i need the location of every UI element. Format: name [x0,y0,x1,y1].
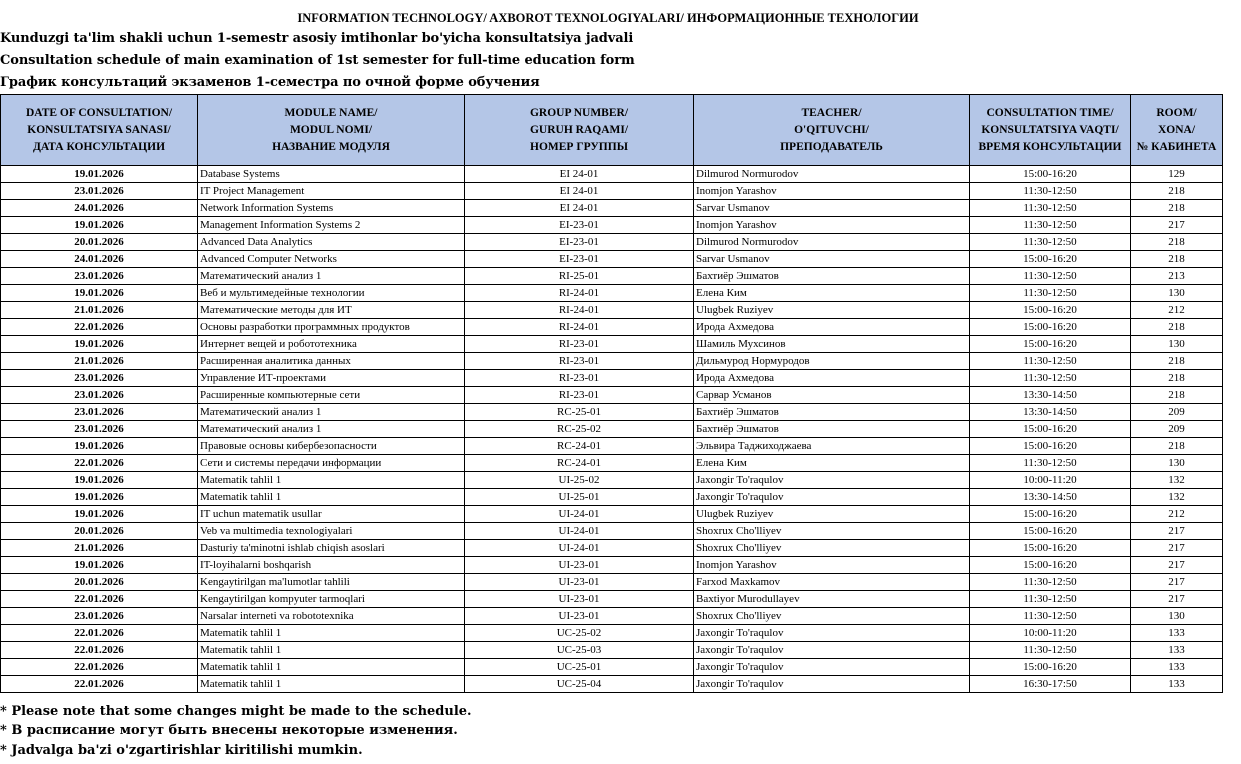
cell-teacher: Елена Ким [694,455,970,472]
table-row [1,625,1223,642]
cell-module: Veb va multimedia texnologiyalari [198,523,465,540]
header-line: CONSULTATION TIME/ [986,106,1114,119]
cell-time: 10:00-11:20 [970,625,1131,642]
cell-room: 133 [1131,676,1223,693]
cell-group: UC-25-04 [465,676,694,693]
cell-time: 13:30-14:50 [970,489,1131,506]
cell-time: 15:00-16:20 [970,506,1131,523]
cell-group: RI-23-01 [465,370,694,387]
cell-module: Правовые основы кибербезопасности [198,438,465,455]
table-row [1,217,1223,234]
cell-date: 21.01.2026 [1,353,198,370]
cell-group: EI-23-01 [465,251,694,268]
table-row [1,438,1223,455]
cell-date: 20.01.2026 [1,234,198,251]
header-line: ПРЕПОДАВАТЕЛЬ [780,140,883,153]
cell-module: Интернет вещей и робототехника [198,336,465,353]
cell-date: 22.01.2026 [1,659,198,676]
cell-room: 217 [1131,574,1223,591]
cell-group: UI-25-01 [465,489,694,506]
cell-date: 21.01.2026 [1,302,198,319]
table-row [1,608,1223,625]
cell-module: Расширенные компьютерные сети [198,387,465,404]
cell-time: 15:00-16:20 [970,302,1131,319]
cell-date: 23.01.2026 [1,404,198,421]
cell-group: UI-24-01 [465,506,694,523]
header-time [970,95,1131,166]
subtitle-uz: Kunduzgi ta'lim shakli uchun 1-semestr asosiy imtihonlar bo'yicha konsultatsiya jadvali [0,31,634,46]
table-row [1,523,1223,540]
cell-date: 23.01.2026 [1,608,198,625]
header-line: ROOM/ [1156,106,1197,119]
cell-group: UC-25-01 [465,659,694,676]
cell-group: UI-23-01 [465,608,694,625]
cell-module: Narsalar interneti va robototexnika [198,608,465,625]
cell-room: 218 [1131,183,1223,200]
table-row [1,370,1223,387]
consultation-schedule-table [0,94,1223,693]
header-line: DATE OF CONSULTATION/ [25,106,173,119]
table-row [1,472,1223,489]
cell-time: 15:00-16:20 [970,319,1131,336]
header-line: № КАБИНЕТА [1136,140,1217,153]
cell-date: 19.01.2026 [1,217,198,234]
cell-room: 130 [1131,285,1223,302]
cell-teacher: Dilmurod Normurodov [694,166,970,183]
table-row [1,489,1223,506]
cell-room: 132 [1131,489,1223,506]
cell-module: IT Project Management [198,183,465,200]
cell-teacher: Sarvar Usmanov [694,200,970,217]
cell-group: UI-24-01 [465,540,694,557]
cell-teacher: Бахтиёр Эшматов [694,404,970,421]
cell-group: RI-24-01 [465,319,694,336]
table-row [1,387,1223,404]
document-title: INFORMATION TECHNOLOGY/ AXBOROT TEXNOLOGIYALARI/ ИНФОРМАЦИОННЫЕ ТЕХНОЛОГИИ [297,11,919,25]
cell-group: RC-24-01 [465,455,694,472]
table-row [1,336,1223,353]
cell-room: 212 [1131,506,1223,523]
cell-date: 20.01.2026 [1,523,198,540]
table-row [1,268,1223,285]
cell-room: 130 [1131,455,1223,472]
subtitle-ru: График консультаций экзаменов 1-семестра по очной форме обучения [0,75,540,90]
cell-date: 19.01.2026 [1,472,198,489]
header-line: KONSULTATSIYA VAQTI/ [981,123,1119,136]
cell-room: 218 [1131,370,1223,387]
cell-date: 19.01.2026 [1,489,198,506]
header-group [465,95,694,166]
cell-date: 22.01.2026 [1,455,198,472]
cell-teacher: Ирода Ахмедова [694,370,970,387]
cell-module: Advanced Data Analytics [198,234,465,251]
cell-time: 13:30-14:50 [970,387,1131,404]
cell-teacher: Ulugbek Ruziyev [694,506,970,523]
cell-group: UI-23-01 [465,591,694,608]
table-row [1,421,1223,438]
cell-group: EI 24-01 [465,200,694,217]
cell-time: 11:30-12:50 [970,183,1131,200]
cell-date: 19.01.2026 [1,506,198,523]
header-line: KONSULTATSIYA SANASI/ [27,123,171,136]
cell-room: 132 [1131,472,1223,489]
cell-teacher: Бахтиёр Эшматов [694,421,970,438]
cell-room: 209 [1131,404,1223,421]
cell-module: Matematik tahlil 1 [198,642,465,659]
cell-teacher: Ирода Ахмедова [694,319,970,336]
cell-teacher: Эльвира Таджиходжаева [694,438,970,455]
cell-group: UI-23-01 [465,574,694,591]
cell-room: 133 [1131,642,1223,659]
table-row [1,574,1223,591]
table-row [1,353,1223,370]
header-line: MODULE NAME/ [284,106,378,119]
cell-module: Основы разработки программных продуктов [198,319,465,336]
cell-group: UC-25-02 [465,625,694,642]
cell-time: 15:00-16:20 [970,421,1131,438]
table-row [1,676,1223,693]
table-row [1,166,1223,183]
table-row [1,319,1223,336]
cell-date: 24.01.2026 [1,251,198,268]
cell-room: 130 [1131,608,1223,625]
cell-time: 15:00-16:20 [970,557,1131,574]
cell-date: 23.01.2026 [1,387,198,404]
table-row [1,557,1223,574]
header-date [1,95,198,166]
cell-time: 11:30-12:50 [970,608,1131,625]
header-line: ДАТА КОНСУЛЬТАЦИИ [32,140,166,153]
cell-time: 11:30-12:50 [970,234,1131,251]
cell-room: 217 [1131,217,1223,234]
cell-module: IT-loyihalarni boshqarish [198,557,465,574]
cell-module: Matematik tahlil 1 [198,676,465,693]
cell-time: 11:30-12:50 [970,285,1131,302]
header-line: O'QITUVCHI/ [794,123,869,136]
subtitle-en: Consultation schedule of main examination of 1st semester for full-time education form [0,53,635,68]
cell-time: 13:30-14:50 [970,404,1131,421]
cell-teacher: Inomjon Yarashov [694,557,970,574]
cell-module: Matematik tahlil 1 [198,489,465,506]
table-row [1,659,1223,676]
cell-group: RI-23-01 [465,353,694,370]
cell-group: EI 24-01 [465,183,694,200]
header-line: TEACHER/ [801,106,862,119]
cell-date: 24.01.2026 [1,200,198,217]
cell-module: Matematik tahlil 1 [198,625,465,642]
cell-room: 209 [1131,421,1223,438]
header-line: XONA/ [1157,123,1196,136]
cell-module: Математический анализ 1 [198,421,465,438]
cell-module: Kengaytirilgan kompyuter tarmoqlari [198,591,465,608]
cell-group: RI-25-01 [465,268,694,285]
cell-room: 217 [1131,540,1223,557]
cell-room: 133 [1131,659,1223,676]
header-teacher [694,95,970,166]
cell-room: 218 [1131,319,1223,336]
cell-group: EI-23-01 [465,217,694,234]
cell-time: 11:30-12:50 [970,455,1131,472]
cell-teacher: Inomjon Yarashov [694,183,970,200]
cell-group: RI-23-01 [465,336,694,353]
cell-time: 15:00-16:20 [970,336,1131,353]
cell-room: 218 [1131,234,1223,251]
cell-time: 11:30-12:50 [970,642,1131,659]
cell-room: 218 [1131,251,1223,268]
cell-time: 15:00-16:20 [970,438,1131,455]
cell-time: 15:00-16:20 [970,251,1131,268]
cell-group: UC-25-03 [465,642,694,659]
table-row [1,506,1223,523]
cell-date: 22.01.2026 [1,319,198,336]
header-line: MODUL NOMI/ [289,123,373,136]
cell-module: Kengaytirilgan ma'lumotlar tahlili [198,574,465,591]
table-row [1,302,1223,319]
cell-date: 19.01.2026 [1,438,198,455]
cell-module: Расширенная аналитика данных [198,353,465,370]
table-row [1,285,1223,302]
cell-teacher: Jaxongir To'raqulov [694,642,970,659]
cell-teacher: Shoxrux Cho'lliyev [694,608,970,625]
note-en: * Please note that some changes might be made to the schedule. [0,704,472,719]
cell-room: 213 [1131,268,1223,285]
cell-room: 218 [1131,387,1223,404]
cell-time: 15:00-16:20 [970,540,1131,557]
cell-time: 16:30-17:50 [970,676,1131,693]
cell-date: 22.01.2026 [1,591,198,608]
cell-teacher: Shoxrux Cho'lliyev [694,540,970,557]
cell-module: Database Systems [198,166,465,183]
cell-group: RI-23-01 [465,387,694,404]
cell-room: 217 [1131,523,1223,540]
cell-time: 11:30-12:50 [970,200,1131,217]
cell-module: Matematik tahlil 1 [198,472,465,489]
table-row [1,404,1223,421]
table-row [1,455,1223,472]
cell-group: EI 24-01 [465,166,694,183]
cell-teacher: Ulugbek Ruziyev [694,302,970,319]
table-row [1,642,1223,659]
cell-date: 21.01.2026 [1,540,198,557]
cell-room: 212 [1131,302,1223,319]
cell-date: 19.01.2026 [1,166,198,183]
cell-module: Dasturiy ta'minotni ishlab chiqish asoslari [198,540,465,557]
cell-teacher: Jaxongir To'raqulov [694,489,970,506]
cell-date: 23.01.2026 [1,268,198,285]
table-body [1,166,1223,693]
cell-time: 15:00-16:20 [970,659,1131,676]
cell-time: 11:30-12:50 [970,217,1131,234]
cell-time: 11:30-12:50 [970,268,1131,285]
cell-date: 22.01.2026 [1,676,198,693]
cell-room: 217 [1131,591,1223,608]
table-header-row [1,95,1223,166]
cell-module: Математический анализ 1 [198,268,465,285]
cell-room: 218 [1131,438,1223,455]
table-row [1,540,1223,557]
note-uz: * Jadvalga ba'zi o'zgartirishlar kiritilishi mumkin. [0,743,363,758]
cell-group: RC-25-02 [465,421,694,438]
cell-teacher: Dilmurod Normurodov [694,234,970,251]
cell-date: 20.01.2026 [1,574,198,591]
table-row [1,234,1223,251]
cell-group: RC-24-01 [465,438,694,455]
cell-module: Веб и мультимедейные технологии [198,285,465,302]
header-line: НАЗВАНИЕ МОДУЛЯ [272,140,390,153]
cell-time: 11:30-12:50 [970,353,1131,370]
header-room [1131,95,1223,166]
header-line: GROUP NUMBER/ [529,106,629,119]
table-row [1,200,1223,217]
cell-date: 19.01.2026 [1,557,198,574]
cell-group: UI-24-01 [465,523,694,540]
cell-date: 19.01.2026 [1,285,198,302]
cell-teacher: Jaxongir To'raqulov [694,676,970,693]
cell-teacher: Дильмурод Нормуродов [694,353,970,370]
cell-teacher: Jaxongir To'raqulov [694,659,970,676]
cell-group: RI-24-01 [465,302,694,319]
cell-teacher: Sarvar Usmanov [694,251,970,268]
cell-date: 23.01.2026 [1,370,198,387]
cell-time: 11:30-12:50 [970,574,1131,591]
cell-room: 217 [1131,557,1223,574]
cell-room: 218 [1131,353,1223,370]
cell-teacher: Елена Ким [694,285,970,302]
cell-group: UI-23-01 [465,557,694,574]
header-module [198,95,465,166]
cell-module: Управление ИТ-проектами [198,370,465,387]
cell-teacher: Бахтиёр Эшматов [694,268,970,285]
cell-group: UI-25-02 [465,472,694,489]
cell-module: Математический анализ 1 [198,404,465,421]
cell-time: 11:30-12:50 [970,370,1131,387]
cell-time: 11:30-12:50 [970,591,1131,608]
cell-teacher: Шамиль Мухсинов [694,336,970,353]
cell-time: 15:00-16:20 [970,166,1131,183]
cell-time: 15:00-16:20 [970,523,1131,540]
cell-module: IT uchun matematik usullar [198,506,465,523]
cell-room: 129 [1131,166,1223,183]
cell-date: 23.01.2026 [1,421,198,438]
cell-group: RC-25-01 [465,404,694,421]
cell-group: EI-23-01 [465,234,694,251]
cell-time: 10:00-11:20 [970,472,1131,489]
note-ru: * В расписание могут быть внесены некоторые изменения. [0,723,458,738]
header-line: GURUH RAQAMI/ [529,123,629,136]
cell-room: 130 [1131,336,1223,353]
cell-teacher: Farxod Maxkamov [694,574,970,591]
cell-module: Management Information Systems 2 [198,217,465,234]
cell-date: 22.01.2026 [1,642,198,659]
cell-date: 22.01.2026 [1,625,198,642]
cell-teacher: Inomjon Yarashov [694,217,970,234]
cell-room: 218 [1131,200,1223,217]
cell-module: Network Information Systems [198,200,465,217]
cell-module: Математические методы для ИТ [198,302,465,319]
header-line: НОМЕР ГРУППЫ [530,140,628,153]
cell-module: Matematik tahlil 1 [198,659,465,676]
cell-room: 133 [1131,625,1223,642]
cell-module: Сети и системы передачи информации [198,455,465,472]
cell-teacher: Shoxrux Cho'lliyev [694,523,970,540]
cell-teacher: Сарвар Усманов [694,387,970,404]
cell-date: 19.01.2026 [1,336,198,353]
cell-teacher: Jaxongir To'raqulov [694,625,970,642]
table-row [1,183,1223,200]
cell-teacher: Baxtiyor Murodullayev [694,591,970,608]
cell-date: 23.01.2026 [1,183,198,200]
table-row [1,591,1223,608]
table-row [1,251,1223,268]
cell-teacher: Jaxongir To'raqulov [694,472,970,489]
header-line: ВРЕМЯ КОНСУЛЬТАЦИИ [978,140,1122,153]
cell-module: Advanced Computer Networks [198,251,465,268]
cell-group: RI-24-01 [465,285,694,302]
